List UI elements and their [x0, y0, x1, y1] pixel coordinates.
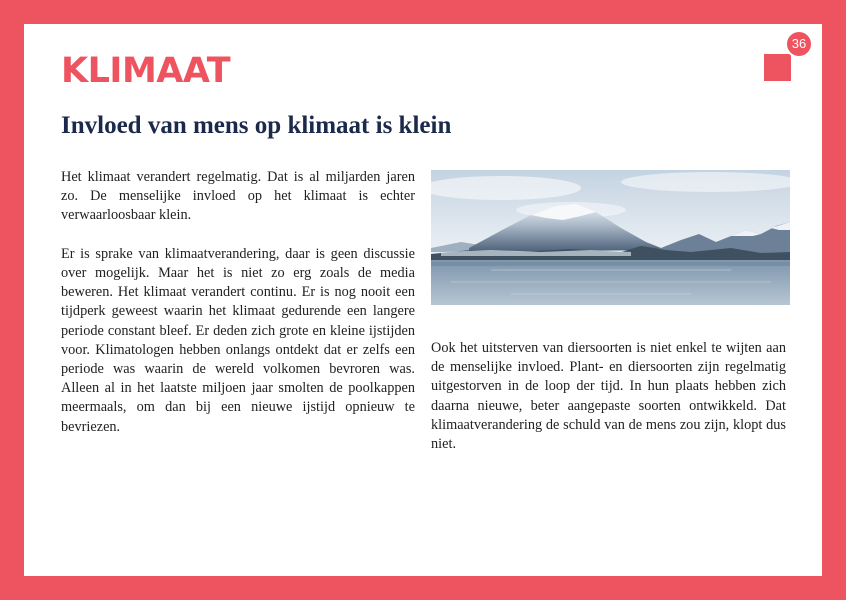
paragraph: Ook het uitsterven van diersoorten is niet enkel te wijten aan de menselijke invloed. Plant- en diersoorten zijn regelmatig uitgestorven in de loop der tijd. In hun plaats hebben zich daarna nieuwe, beter aangepaste soorten ontwikkeld. Dat klimaatverandering de schuld van de mens zou zijn, klopt dus niet. [431, 340, 786, 453]
page-number-badge [764, 30, 814, 82]
lake-mountain-photo [431, 170, 790, 305]
paragraph: Het klimaat verandert regelmatig. Dat is al miljarden jaren zo. De menselijke invloed op het klimaat is echter verwaarloosbaar klein. [61, 169, 415, 224]
badge-square [764, 54, 791, 81]
section-label: KLIMAAT [61, 51, 231, 91]
article-title: Invloed van mens op klimaat is klein [61, 112, 452, 139]
page [24, 24, 822, 576]
page-number: 36 [785, 30, 813, 58]
paragraph: Er is sprake van klimaatverandering, daar is geen discussie over mogelijk. Maar het is niet zo erg zoals de media beweren. Het klimaat verandert continu. Er is nog nooit een tijdperk geweest waarin het klimaat gedurende een langere periode constant bleef. Er deden zich grote en kleine ijstijden voor. Klimatologen hebben onlangs ontdekt dat er zelfs een periode was waarin de wereld volkomen bevroren was. Alleen al in het laatste miljoen jaar smolten de poolkappen meermaals, om dan bij een nieuwe ijstijd opnieuw te bevriezen. [61, 245, 415, 435]
left-column [61, 168, 415, 456]
right-column [431, 339, 786, 473]
